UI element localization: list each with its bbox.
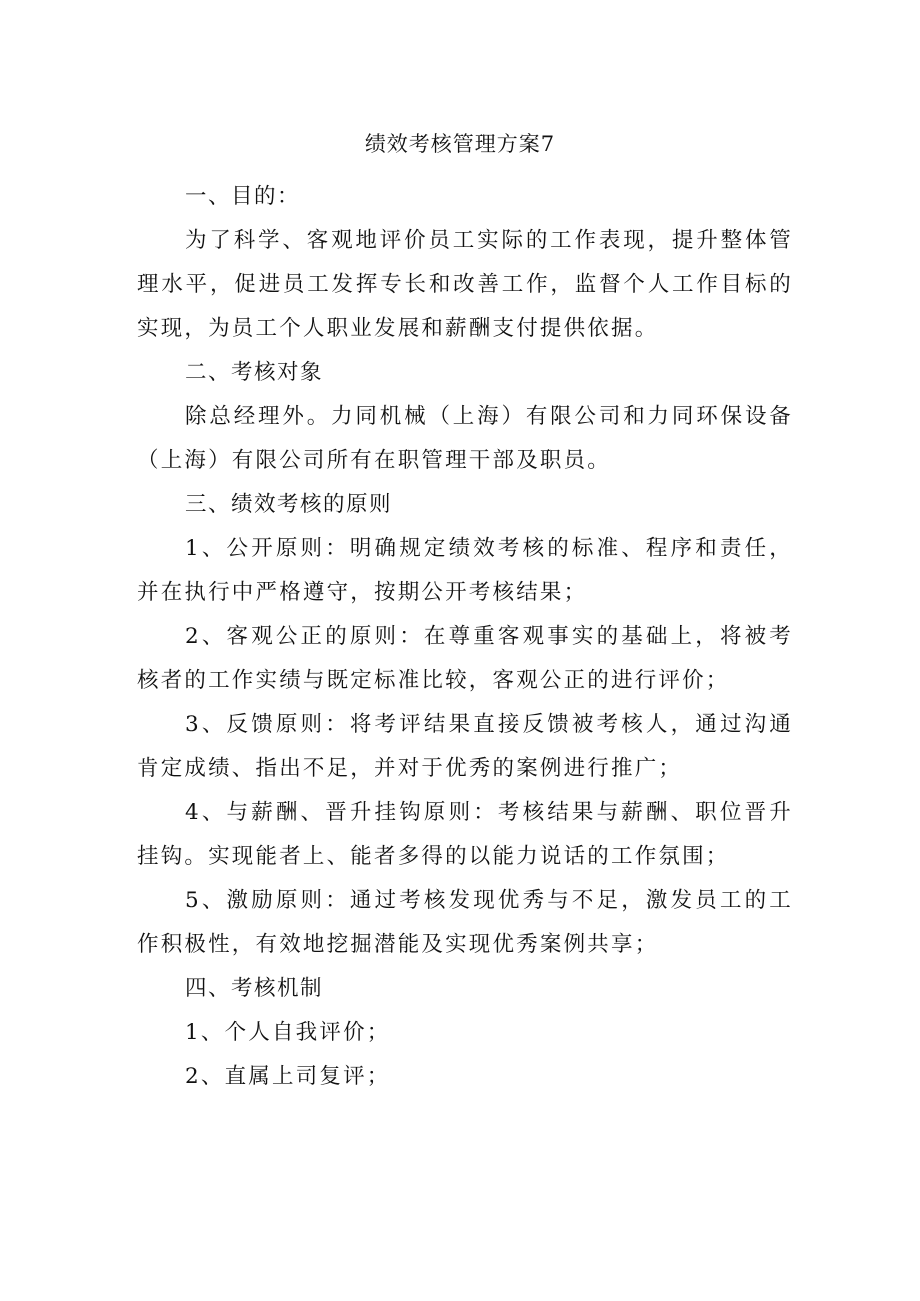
mechanism-item-self-review: 1、个人自我评价； bbox=[185, 1020, 391, 1045]
section-heading-mechanism: 四、考核机制 bbox=[185, 976, 324, 1001]
principle-item-objective: 2、客观公正的原则：在尊重客观事实的基础上，将被考核者的工作实绩与既定标准比较，客观公正的进行评价； bbox=[137, 624, 793, 693]
paragraph-purpose: 为了科学、客观地评价员工实际的工作表现，提升整体管理水平，促进员工发挥专长和改善工作，监督个人工作目标的实现，为员工个人职业发展和薪酬支付提供依据。 bbox=[137, 228, 793, 341]
paragraph-targets: 除总经理外。力同机械（上海）有限公司和力同环保设备（上海）有限公司所有在职管理干部及职员。 bbox=[137, 404, 793, 473]
principle-item-feedback: 3、反馈原则：将考评结果直接反馈被考核人，通过沟通肯定成绩、指出不足，并对于优秀的案例进行推广； bbox=[137, 712, 793, 781]
section-heading-purpose: 一、目的： bbox=[185, 184, 301, 209]
principle-item-open: 1、公开原则：明确规定绩效考核的标准、程序和责任，并在执行中严格遵守，按期公开考核结果； bbox=[137, 536, 793, 605]
principle-item-incentive: 5、激励原则：通过考核发现优秀与不足，激发员工的工作积极性，有效地挖掘潜能及实现优秀案例共享； bbox=[137, 888, 793, 957]
section-heading-principles: 三、绩效考核的原则 bbox=[185, 492, 393, 517]
section-heading-targets: 二、考核对象 bbox=[185, 360, 324, 385]
mechanism-item-supervisor-review: 2、直属上司复评； bbox=[185, 1064, 391, 1089]
principle-item-compensation: 4、与薪酬、晋升挂钩原则：考核结果与薪酬、职位晋升挂钩。实现能者上、能者多得的以能力说话的工作氛围； bbox=[137, 800, 793, 869]
document-body bbox=[137, 175, 793, 1099]
document-title: 绩效考核管理方案7 bbox=[364, 132, 556, 156]
